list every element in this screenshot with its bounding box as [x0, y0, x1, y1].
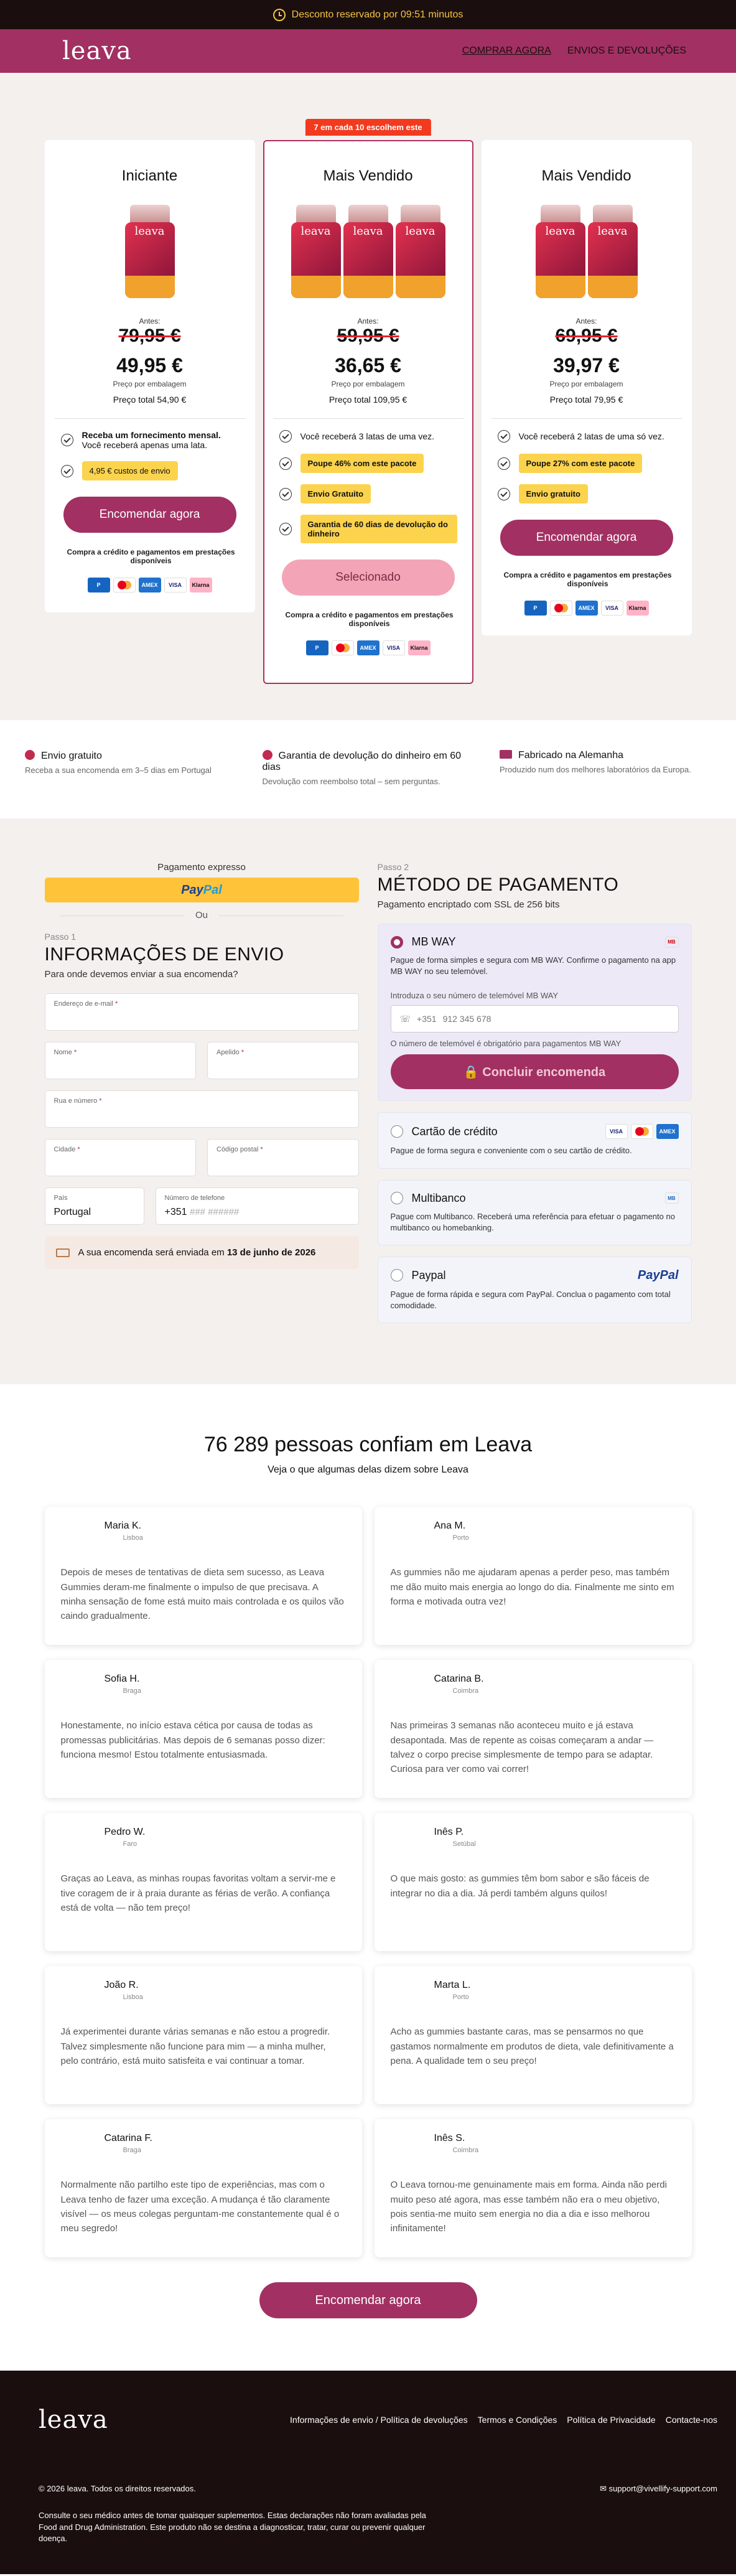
- disclaimer: Consulte o seu médico antes de tomar quaisquer suplementos. Estas declarações não foram avaliadas pela Food and Drug Administration. Este produto não se destina a diagnosticar, tratar, curar ou prevenir qualquer doença.: [39, 2511, 426, 2543]
- total-price: Preço total 79,95 €: [549, 395, 623, 405]
- footer-link-terms[interactable]: Termos e Condições: [477, 2415, 557, 2425]
- reviewer-city: Coimbra: [452, 2147, 479, 2155]
- review-card: [375, 1966, 692, 2104]
- reviewer-city: Setúbal: [452, 1840, 476, 1848]
- review-card: [45, 1966, 362, 2104]
- payment-title: MÉTODO DE PAGAMENTO: [377, 874, 619, 895]
- was-label: Antes:: [575, 317, 597, 326]
- order-now-button[interactable]: Encomendar agora: [500, 520, 673, 556]
- feature-item: Você receberá 3 latas de uma vez.: [279, 430, 457, 443]
- benefit-free-shipping: Envio gratuito Receba a sua encomenda em 3–5 dias em Portugal: [25, 751, 212, 775]
- offer-title: Iniciante: [121, 167, 178, 184]
- current-price: 49,95 €: [116, 354, 183, 377]
- support-email[interactable]: ✉ support@vivellify-support.com: [600, 2484, 717, 2494]
- zip-field[interactable]: Código postal *: [207, 1139, 359, 1176]
- reviewer-city: Faro: [123, 1840, 137, 1848]
- or-divider: Ou: [45, 910, 359, 920]
- check-icon: [498, 488, 510, 500]
- feature-item: Poupe 46% com este pacote: [279, 454, 457, 473]
- offer-card-2[interactable]: [263, 123, 473, 684]
- reviewer-name: Marta L.: [434, 1980, 471, 1991]
- multibanco-icon: MB: [665, 1192, 679, 1204]
- paypal-icon: P: [524, 601, 547, 616]
- mail-icon: ✉: [600, 2484, 609, 2494]
- product-image: [279, 199, 457, 298]
- reviewer-city: Coimbra: [452, 1687, 479, 1695]
- reviewer-name: Pedro W.: [104, 1827, 146, 1838]
- reviewer-city: Braga: [123, 2147, 141, 2155]
- reviewer-name: Ana M.: [434, 1520, 466, 1532]
- radio[interactable]: [391, 1192, 403, 1204]
- check-icon: [498, 457, 510, 470]
- check-icon: [279, 488, 292, 500]
- site-header: [0, 29, 736, 73]
- footer-logo[interactable]: leava: [39, 2405, 108, 2435]
- site-footer: [0, 2371, 736, 2574]
- product-jar-image: leava: [343, 205, 393, 298]
- popular-badge: 7 em cada 10 escolhem este: [305, 119, 431, 136]
- payment-option-multibanco[interactable]: Multibanco MB Pague com Multibanco. Receberá uma referência para efetuar o pagamento no multibanco ou homebanking.: [378, 1180, 692, 1245]
- mastercard-icon: [332, 640, 354, 655]
- reviewer-city: Braga: [123, 1687, 141, 1695]
- old-price: 69,95 €: [555, 326, 618, 346]
- mastercard-icon: [631, 1124, 653, 1139]
- email-field[interactable]: Endereço de e-mail *: [45, 993, 359, 1031]
- review-text: Acho as gummies bastante caras, mas se pensarmos no que gastamos normalmente em produtos de dieta, vale definitivamente a pena. A qualidade tem o seu preço!: [390, 2026, 674, 2066]
- benefit-money-back: Garantia de devolução do dinheiro em 60 dias Devolução com reembolso total – sem perguntas.: [262, 751, 462, 786]
- review-text: Já experimentei durante várias semanas e não estou a progredir. Talvez simplesmente não funcione para mim — a minha mulher, pelo contrário, está muito satisfeita e vai continuar a tomar.: [60, 2026, 330, 2066]
- reviewer-name: Catarina F.: [104, 2133, 152, 2144]
- feature-item: Você receberá 2 latas de uma só vez.: [498, 430, 676, 443]
- review-text: Graças ao Leava, as minhas roupas favoritas voltam a servir-me e tive coragem de ir à praia durante as férias de verão. A confiança está de volta — não tem preço!: [60, 1873, 336, 1913]
- footer-link-shipping[interactable]: Informações de envio / Política de devoluções: [290, 2415, 468, 2425]
- product-image: [61, 199, 239, 298]
- flag-icon: [500, 750, 512, 759]
- visa-icon: VISA: [164, 578, 187, 592]
- shipping-subtitle: Para onde devemos enviar a sua encomenda?: [44, 969, 238, 980]
- reviewer-city: Lisboa: [123, 1534, 143, 1542]
- main-nav: [462, 45, 686, 57]
- order-now-button[interactable]: Encomendar agora: [63, 497, 236, 533]
- mbway-phone-input[interactable]: ☏ +351 912 345 678: [391, 1005, 679, 1033]
- reviews-section: [0, 1384, 736, 2343]
- total-price: Preço total 109,95 €: [328, 395, 408, 405]
- amex-icon: AMEX: [656, 1124, 679, 1139]
- payment-option-card[interactable]: Cartão de crédito VISA AMEX Pague de forma segura e conveniente com o seu cartão de crédito.: [378, 1112, 692, 1168]
- benefits-strip: [0, 720, 736, 818]
- footer-link-contact[interactable]: Contacte-nos: [665, 2415, 717, 2425]
- feature-item: 4,95 € custos de envio: [61, 461, 239, 480]
- country-select[interactable]: País Portugal: [45, 1187, 144, 1225]
- nav-shipping-returns[interactable]: ENVIOS E DEVOLUÇÕES: [567, 45, 686, 56]
- clock-icon: [273, 9, 286, 21]
- klarna-icon: Klarna: [627, 601, 649, 616]
- review-text: Normalmente não partilho este tipo de experiências, mas com o Leava tenho de fazer uma exceção. A mudança é tão claramente visível — os meus colegas perguntam-me constantemente qual é o meu segredo!: [60, 2180, 340, 2234]
- old-price: 59,95 €: [337, 326, 399, 346]
- was-label: Antes:: [357, 317, 379, 326]
- reviews-title: 76 289 pessoas confiam em Leava: [203, 1433, 533, 1457]
- mastercard-icon: [550, 601, 572, 616]
- countdown-text: Desconto reservado por 09:51 minutos: [291, 9, 463, 20]
- feature-item: Poupe 27% com este pacote: [498, 454, 676, 473]
- shipping-notice: A sua encomenda será enviada em 13 de junho de 2026: [45, 1236, 359, 1269]
- feature-item: Envio Gratuito: [279, 484, 457, 503]
- payment-subtitle: Pagamento encriptado com SSL de 256 bits: [377, 899, 560, 910]
- product-jar-image: leava: [291, 205, 341, 298]
- surname-field[interactable]: Apelido *: [207, 1042, 359, 1079]
- klarna-icon: Klarna: [190, 578, 212, 592]
- review-card: [375, 1507, 692, 1645]
- reviewer-city: Porto: [452, 1993, 469, 2002]
- visa-icon: VISA: [605, 1124, 628, 1139]
- selected-button[interactable]: Selecionado: [282, 560, 455, 596]
- offers-section: [0, 73, 736, 720]
- phone-icon: ☏: [399, 1013, 411, 1024]
- truck-icon: [56, 1248, 70, 1257]
- express-label: Pagamento expresso: [157, 862, 246, 873]
- reviewer-name: Maria K.: [104, 1520, 142, 1532]
- city-field[interactable]: Cidade *: [45, 1139, 197, 1176]
- current-price: 39,97 €: [553, 354, 620, 377]
- reviewer-name: João R.: [104, 1980, 139, 1991]
- reviewer-name: Inês S.: [434, 2133, 465, 2144]
- radio[interactable]: [391, 1125, 403, 1138]
- countdown-bar: [0, 0, 736, 29]
- shipping-column: [45, 862, 359, 1334]
- footer-link-privacy[interactable]: Política de Privacidade: [567, 2415, 656, 2425]
- product-jar-image: leava: [536, 205, 585, 298]
- logo[interactable]: leava: [62, 37, 132, 65]
- review-text: O Leava tornou-me genuinamente mais em forma. Ainda não perdi muito peso até agora, mas esse também não era o meu objetivo, pois sentia-me muito sem energia no dia a dia e isso melhorou infinitamente!: [390, 2180, 667, 2234]
- reviews-order-button[interactable]: Encomendar agora: [259, 2282, 477, 2318]
- reviewer-name: Inês P.: [434, 1827, 464, 1838]
- review-card: [45, 1813, 362, 1951]
- review-text: Honestamente, no início estava cética por causa de todas as promessas publicitárias. Mas depois de 6 semanas posso dizer: funciona mesmo! Estou totalmente entusiasmada.: [60, 1720, 325, 1760]
- product-jar-image: leava: [396, 205, 445, 298]
- offer-title: Mais Vendido: [323, 167, 413, 184]
- reviewer-city: Lisboa: [123, 1993, 143, 2002]
- current-price: 36,65 €: [335, 354, 401, 377]
- check-icon: [498, 430, 510, 443]
- feature-item: Envio gratuito: [498, 484, 676, 503]
- unit-label: Preço por embalagem: [331, 380, 405, 388]
- offer-title: Mais Vendido: [541, 167, 631, 184]
- conclude-order-button[interactable]: 🔒 Concluir encomenda: [391, 1054, 679, 1089]
- mastercard-icon: [113, 578, 136, 592]
- credit-note: Compra a crédito e pagamentos em prestações disponíveis: [285, 611, 454, 628]
- product-jar-image: leava: [125, 205, 175, 298]
- check-icon: [279, 523, 292, 535]
- amex-icon: AMEX: [575, 601, 598, 616]
- review-text: Depois de meses de tentativas de dieta sem sucesso, as Leava Gummies deram-me finalmente o impulso de que precisava. A minha sensação de fome está muito mais controlada e os quilos vão caindo gradualmente.: [60, 1567, 344, 1622]
- copyright: © 2026 leava. Todos os direitos reservados.: [39, 2484, 196, 2494]
- unit-label: Preço por embalagem: [549, 380, 623, 388]
- offer-card-1[interactable]: [45, 140, 255, 612]
- check-icon: [279, 430, 292, 443]
- unit-label: Preço por embalagem: [113, 380, 187, 388]
- check-icon: [61, 465, 73, 477]
- review-card: [45, 1660, 362, 1798]
- was-label: Antes:: [139, 317, 161, 326]
- mbway-icon: MB: [665, 937, 679, 948]
- benefit-made-in-germany: Fabricado na Alemanha Produzido num dos melhores laboratórios da Europa.: [500, 750, 691, 774]
- review-card: [375, 2119, 692, 2257]
- review-text: Nas primeiras 3 semanas não aconteceu muito e já estava desapontada. Mas de repente as coisas começaram a andar — talvez o corpo precise simplesmente de tempo para se adaptar. Curiosa para ver como vai correr!: [390, 1720, 654, 1775]
- reviewer-city: Porto: [452, 1534, 469, 1542]
- offer-card-3[interactable]: [482, 140, 692, 635]
- shield-check-icon: [263, 750, 273, 760]
- check-icon: [279, 457, 292, 470]
- street-field[interactable]: Rua e número *: [45, 1090, 359, 1128]
- review-card: [375, 1813, 692, 1951]
- review-card: [375, 1660, 692, 1798]
- review-card: [45, 1507, 362, 1645]
- phone-field[interactable]: Número de telefone +351 ### ######: [156, 1187, 359, 1225]
- paypal-logo-icon: PayPal: [637, 1268, 679, 1282]
- nav-buy-now[interactable]: COMPRAR AGORA: [462, 45, 551, 56]
- visa-icon: VISA: [383, 640, 405, 655]
- review-text: O que mais gosto: as gummies têm bom sabor e são fáceis de integrar no dia a dia. Já perdi também alguns quilos!: [390, 1873, 650, 1899]
- radio[interactable]: [391, 1269, 403, 1281]
- credit-note: Compra a crédito e pagamentos em prestações disponíveis: [503, 571, 672, 588]
- reviews-subtitle: Veja o que algumas delas dizem sobre Leava: [268, 1464, 468, 1476]
- step-label: Passo 1: [44, 932, 77, 942]
- paypal-express-button[interactable]: Pay Pal: [45, 878, 359, 902]
- payment-column: [378, 862, 692, 1334]
- paypal-icon: P: [88, 578, 110, 592]
- klarna-icon: Klarna: [408, 640, 431, 655]
- total-price: Preço total 54,90 €: [113, 395, 187, 405]
- step-label: Passo 2: [377, 862, 409, 872]
- feature-item: Receba um fornecimento mensal. Você receberá apenas uma lata.: [61, 430, 239, 450]
- payment-icons: [61, 578, 239, 592]
- payment-icons: [279, 640, 457, 655]
- reviewer-name: Sofia H.: [104, 1674, 140, 1685]
- visa-icon: VISA: [601, 601, 623, 616]
- amex-icon: AMEX: [357, 640, 380, 655]
- payment-icons: [498, 601, 676, 616]
- name-field[interactable]: Nome *: [45, 1042, 197, 1079]
- radio-selected[interactable]: [391, 936, 403, 948]
- check-icon: [61, 434, 73, 446]
- paypal-icon: P: [306, 640, 328, 655]
- credit-note: Compra a crédito e pagamentos em prestações disponíveis: [67, 548, 235, 565]
- feature-item: Garantia de 60 dias de devolução do dinheiro: [279, 515, 457, 543]
- old-price: 79,95 €: [118, 326, 181, 346]
- globe-icon: [25, 750, 35, 760]
- amex-icon: AMEX: [139, 578, 161, 592]
- payment-option-paypal[interactable]: Paypal PayPal Pague de forma rápida e segura com PayPal. Conclua o pagamento com total comodidade.: [378, 1257, 692, 1323]
- checkout-section: [0, 818, 736, 1384]
- review-text: As gummies não me ajudaram apenas a perder peso, mas também me dão muito mais energia ao longo do dia. Finalmente me sinto em forma e motivada outra vez!: [390, 1567, 674, 1607]
- product-jar-image: leava: [588, 205, 638, 298]
- product-image: [498, 199, 676, 298]
- payment-option-mbway[interactable]: MB WAY MB Pague de forma simples e segura com MB WAY. Confirme o pagamento na app MB WAY no seu telemóvel. Introduza o seu número de telemóvel MB WAY ☏ +351 912 345 678 O número de telemóvel é obrigatório para pagamentos MB WAY 🔒 Concluir encomenda: [378, 924, 692, 1101]
- review-card: [45, 2119, 362, 2257]
- shipping-title: INFORMAÇÕES DE ENVIO: [44, 944, 284, 965]
- reviewer-name: Catarina B.: [434, 1674, 484, 1685]
